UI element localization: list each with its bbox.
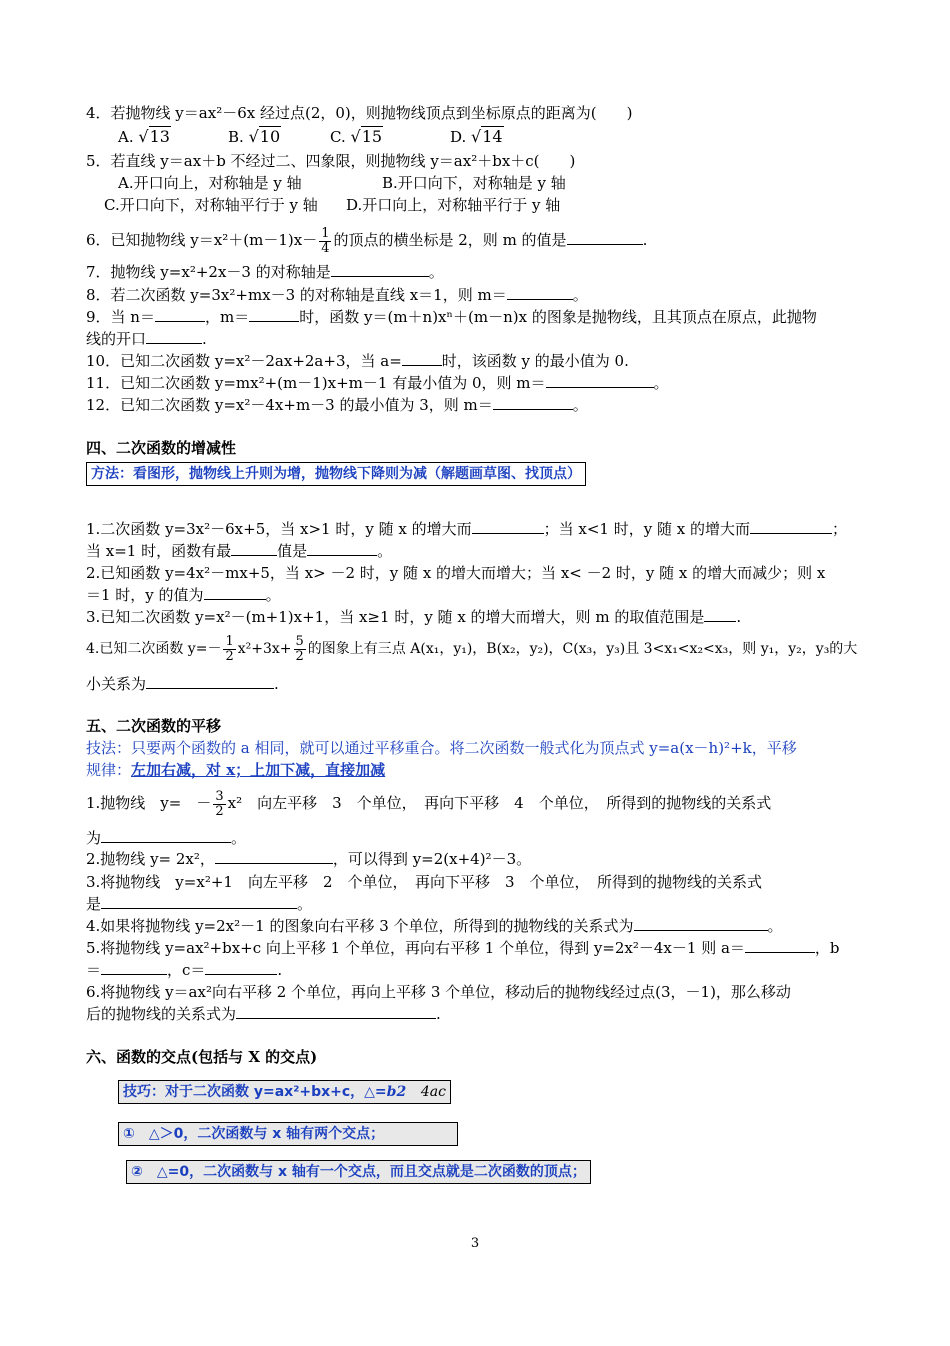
s4-question-4: 4.已知二次函数 y=－ $\frac{1}{2}$ x²+3x+ $\frac{5}{2}$ 的图象上有三点 A(x₁，y₁)，B(x₂，y₂)，C(x₃，y₃)且 3<x₁<x₂<x₃，则 y₁，y₂，y₃的大 (86, 633, 858, 664)
s5-question-6-line-2: 后的抛物线的关系式为 . (86, 1005, 441, 1023)
question-8: 8．若二次函数 y=3x²+mx－3 的对称轴是直线 x＝1，则 m＝ 。 (86, 286, 588, 304)
page-number: 3 (470, 1236, 480, 1251)
section-5-tip-line-2: 规律：左加右减，对 x；上加下减，直接加减 (86, 761, 386, 779)
q4-option-b: B. √10 (228, 127, 281, 146)
s4-question-1-line-2: 当 x=1 时，函数有最 值是 。 (86, 542, 393, 560)
s4-question-4-line-2: 小关系为 . (86, 675, 279, 693)
answer-blank (101, 894, 297, 909)
answer-blank (205, 960, 277, 975)
question-4: 4．若抛物线 y＝ax²－6x 经过点(2，0)，则抛物线顶点到坐标原点的距离为( ) (86, 104, 633, 122)
q5-option-c: C.开口向下，对称轴平行于 y 轴 (104, 196, 318, 214)
answer-blank (101, 960, 167, 975)
answer-blank (472, 519, 544, 534)
answer-blank (155, 307, 205, 322)
answer-blank (249, 307, 299, 322)
delta-zero-box: ② △=0，二次函数与 x 轴有一个交点，而且交点就是二次函数的顶点； (126, 1160, 591, 1184)
question-6: 6．已知抛物线 y＝x²＋(m－1)x－ $\frac{1}{4}$ 的顶点的横坐标是 2，则 m 的值是 . (86, 225, 648, 256)
answer-blank (236, 1004, 436, 1019)
section-6-tip-box: 技巧：对于二次函数 y=ax²+bx+c，△=b2 4ac (118, 1080, 451, 1104)
section-5-tip-line-1: 技法：只要两个函数的 a 相同，就可以通过平移重合。将二次函数一般式化为顶点式 y=a(x－h)²+k，平移 (86, 739, 797, 757)
question-12: 12．已知二次函数 y=x²－4x+m－3 的最小值为 3，则 m＝ 。 (86, 396, 588, 414)
answer-blank (750, 519, 832, 534)
s4-question-3: 3.已知二次函数 y=x²－(m+1)x+1，当 x≥1 时，y 随 x 的增大而增大，则 m 的取值范围是 . (86, 608, 742, 626)
answer-blank (745, 938, 815, 953)
question-10: 10．已知二次函数 y=x²－2ax+2a+3，当 a= 时，该函数 y 的最小值为 0. (86, 352, 629, 370)
answer-blank (331, 262, 429, 277)
question-9-line-2: 线的开口 . (86, 330, 207, 348)
q5-option-d: D.开口向上，对称轴平行于 y 轴 (346, 196, 561, 214)
question-5: 5．若直线 y＝ax＋b 不经过二、四象限，则抛物线 y＝ax²＋bx＋c( ) (86, 152, 576, 170)
answer-blank (634, 916, 768, 931)
section-5-title: 五、二次函数的平移 (86, 717, 222, 735)
fraction: $\frac{1}{4}$ (321, 225, 330, 256)
answer-blank (204, 585, 266, 600)
s4-question-1: 1.二次函数 y=3x²－6x+5，当 x>1 时，y 随 x 的增大而 ；当 x<1 时，y 随 x 的增大而 ； (86, 520, 847, 538)
answer-blank (704, 607, 736, 622)
answer-blank (493, 395, 573, 410)
s5-question-1-line-2: 为 。 (86, 829, 247, 847)
q4-option-d: D. √14 (450, 127, 503, 146)
question-11: 11．已知二次函数 y=mx²+(m－1)x+m－1 有最小值为 0，则 m＝ 。 (86, 374, 669, 392)
s5-question-3: 3.将抛物线 y=x²+1 向左平移 2 个单位， 再向下平移 3 个单位， 所得到的抛物线的关系式 (86, 873, 763, 891)
answer-blank (507, 285, 573, 300)
s4-question-2: 2.已知函数 y=4x²－mx+5，当 x> －2 时，y 随 x 的增大而增大；当 x< －2 时，y 随 x 的增大而减少；则 x (86, 564, 826, 582)
s5-question-3-line-2: 是 。 (86, 895, 313, 913)
delta-positive-box: ① △＞0，二次函数与 x 轴有两个交点； (118, 1122, 458, 1146)
answer-blank (567, 230, 643, 245)
section-6-title: 六、函数的交点(包括与 X 的交点) (86, 1048, 318, 1066)
q5-option-b: B.开口向下，对称轴是 y 轴 (382, 174, 566, 192)
s5-question-2: 2.抛物线 y= 2x²， ，可以得到 y=2(x+4)²－3。 (86, 850, 532, 868)
question-7: 7．抛物线 y=x²+2x－3 的对称轴是 。 (86, 263, 444, 281)
section-4-title: 四、二次函数的增减性 (86, 439, 237, 457)
s5-question-5: 5.将抛物线 y=ax²+bx+c 向上平移 1 个单位，再向右平移 1 个单位，得到 y=2x²－4x－1 则 a＝ ，b (86, 939, 840, 957)
answer-blank (307, 541, 377, 556)
question-9: 9．当 n＝ ，m＝ 时，函数 y＝(m＋n)xⁿ＋(m－n)x 的图象是抛物线，且其顶点在原点，此抛物 (86, 308, 817, 326)
s5-question-1: 1.抛物线 y= － $\frac{3}{2}$ x² 向左平移 3 个单位， 再向下平移 4 个单位， 所得到的抛物线的关系式 (86, 788, 772, 819)
s5-question-5-line-2: ＝ ，c＝ . (86, 961, 283, 979)
answer-blank (402, 351, 442, 366)
answer-blank (546, 373, 654, 388)
answer-blank (231, 541, 277, 556)
q5-option-a: A.开口向上，对称轴是 y 轴 (118, 174, 302, 192)
q4-option-c: C. √15 (330, 127, 383, 146)
answer-blank (101, 828, 231, 843)
section-4-method-box: 方法：看图形，抛物线上升则为增，抛物线下降则为减（解题画草图、找顶点） (86, 462, 586, 486)
answer-blank (146, 329, 202, 344)
answer-blank (146, 674, 274, 689)
s5-question-4: 4.如果将抛物线 y=2x²－1 的图象向右平移 3 个单位，所得到的抛物线的关系式为 。 (86, 917, 783, 935)
answer-blank (215, 849, 333, 864)
s4-question-2-line-2: ＝1 时，y 的值为 。 (86, 586, 281, 604)
q4-option-a: A. √13 (118, 127, 170, 146)
s5-question-6: 6.将抛物线 y＝ax²向右平移 2 个单位，再向上平移 3 个单位，移动后的抛物线经过点(3，－1)，那么移动 (86, 983, 791, 1001)
